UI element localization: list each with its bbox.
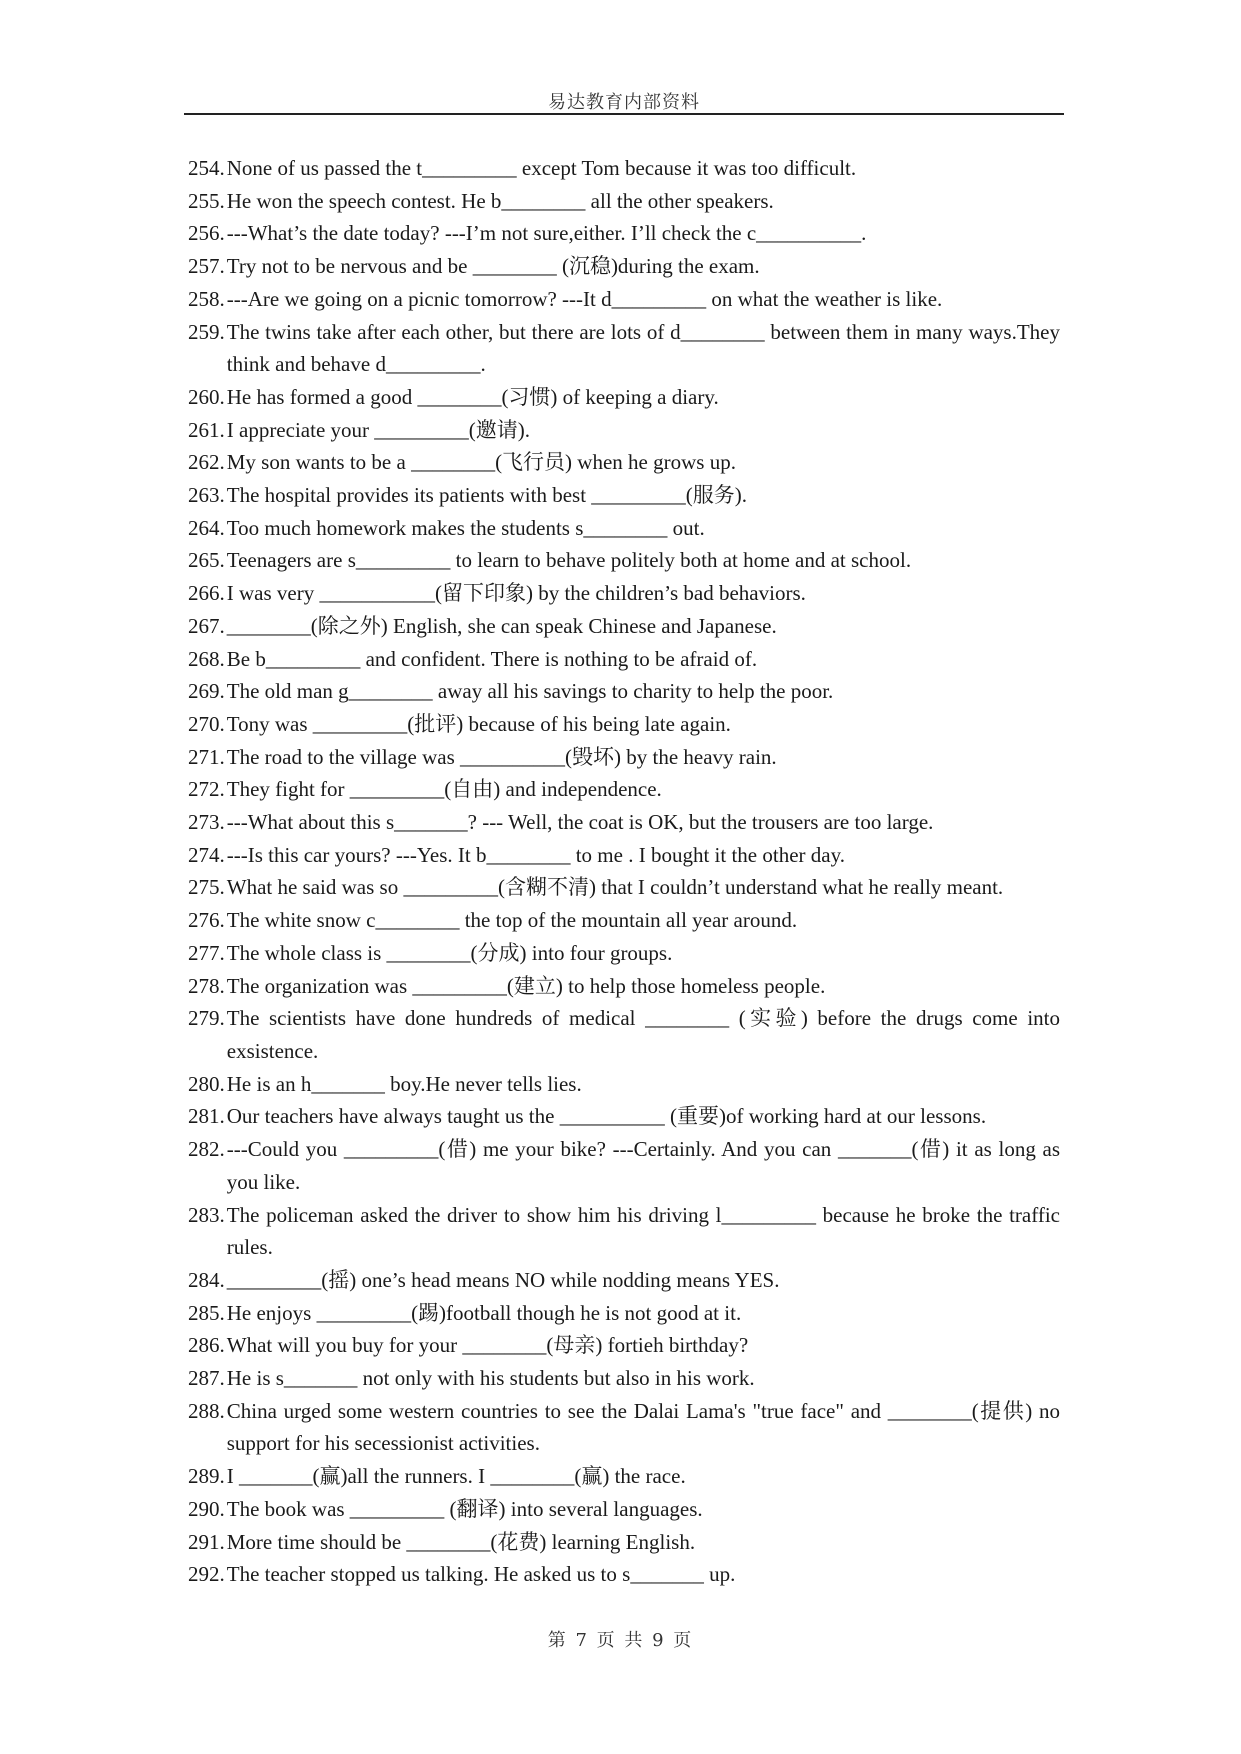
question-number: 265. [188,548,225,573]
question-text: ---What’s the date today? ---I’m not sure,either. I’ll check the c__________. [226,221,867,246]
question-text: ---What about this s_______? --- Well, the coat is OK, but the trousers are too large. [226,810,934,835]
question-text: The twins take after each other, but there are lots of d________ between them in many ways.They think and behave d_________. [226,319,1060,377]
question-item [188,1264,1060,1297]
question-item [188,904,1060,937]
question-text: The old man g________ away all his savings to charity to help the poor. [226,679,834,704]
question-item [188,381,1060,414]
question-text: More time should be ________(花费) learning English. [226,1529,696,1554]
question-item [188,1100,1060,1133]
question-text: My son wants to be a ________(飞行员) when he grows up. [226,450,736,475]
question-text: ---Could you _________(借) me your bike? ---Certainly. And you can _______(借) it as long as you like. [226,1137,1060,1194]
question-number: 291. [188,1529,225,1554]
question-text: They fight for _________(自由) and independence. [226,777,662,802]
question-number: 282. [188,1137,225,1162]
question-text: The organization was _________(建立) to help those homeless people. [226,973,826,998]
question-item [188,217,1060,250]
question-number: 272. [188,777,225,802]
question-item [188,1558,1060,1591]
question-text: The whole class is ________(分成) into four groups. [226,940,673,965]
question-item [188,185,1060,218]
question-number: 260. [188,384,225,409]
question-text: What will you buy for your ________(母亲) fortieh birthday? [226,1333,749,1358]
question-number: 288. [188,1398,225,1423]
question-number: 259. [188,319,225,344]
question-text: What he said was so _________(含糊不清) that I couldn’t understand what he really meant. [226,875,1004,900]
question-item [188,839,1060,872]
page-header-title: 易达教育内部资料 [548,92,700,113]
question-text: Be b_________ and confident. There is nothing to be afraid of. [226,646,758,671]
question-number: 289. [188,1464,225,1489]
question-text: Our teachers have always taught us the __________ (重要)of working hard at our lessons. [226,1104,987,1129]
question-item [188,1199,1060,1264]
question-item [188,1068,1060,1101]
question-number: 284. [188,1267,225,1292]
question-item [188,1329,1060,1362]
question-number: 270. [188,711,225,736]
question-item [188,152,1060,185]
question-number: 273. [188,810,225,835]
question-item [188,675,1060,708]
question-item [188,708,1060,741]
question-text: The hospital provides its patients with best _________(服务). [226,483,748,508]
question-number: 263. [188,483,225,508]
question-item [188,806,1060,839]
question-text: ________(除之外) English, she can speak Chinese and Japanese. [226,613,777,638]
question-item [188,512,1060,545]
question-item [188,446,1060,479]
question-item [188,1526,1060,1559]
question-number: 277. [188,940,225,965]
question-item [188,1002,1060,1067]
question-text: Try not to be nervous and be ________ (沉稳)during the exam. [226,254,760,279]
question-number: 258. [188,286,225,311]
question-item [188,937,1060,970]
question-number: 281. [188,1104,225,1129]
question-number: 286. [188,1333,225,1358]
question-text: He has formed a good ________(习惯) of keeping a diary. [226,384,719,409]
question-item [188,479,1060,512]
question-item [188,643,1060,676]
question-text: Teenagers are s_________ to learn to behave politely both at home and at school. [226,548,912,573]
question-text: He is s_______ not only with his students but also in his work. [226,1366,755,1391]
question-text: The teacher stopped us talking. He asked us to s_______ up. [226,1562,736,1587]
question-item [188,1460,1060,1493]
question-number: 274. [188,842,225,867]
question-number: 290. [188,1496,225,1521]
question-number: 279. [188,1006,225,1031]
header-divider [184,113,1064,115]
question-item [188,871,1060,904]
question-number: 276. [188,908,225,933]
question-text: I appreciate your _________(邀请). [226,417,530,442]
question-text: ---Are we going on a picnic tomorrow? ---It d_________ on what the weather is like. [226,286,943,311]
question-item [188,544,1060,577]
question-number: 264. [188,515,225,540]
question-number: 278. [188,973,225,998]
question-item [188,1133,1060,1198]
question-text: The white snow c________ the top of the mountain all year around. [226,908,798,933]
question-number: 292. [188,1562,225,1587]
question-number: 285. [188,1300,225,1325]
question-number: 287. [188,1366,225,1391]
question-item [188,773,1060,806]
question-item [188,283,1060,316]
question-text: None of us passed the t_________ except Tom because it was too difficult. [226,156,857,180]
question-item [188,741,1060,774]
question-number: 256. [188,221,225,246]
question-text: I was very ___________(留下印象) by the children’s bad behaviors. [226,581,806,606]
question-text: The policeman asked the driver to show him his driving l_________ because he broke the traffic rules. [226,1202,1060,1260]
question-text: He won the speech contest. He b________ all the other speakers. [226,188,774,213]
question-text: The road to the village was __________(毁坏) by the heavy rain. [226,744,777,769]
question-item [188,250,1060,283]
question-number: 262. [188,450,225,475]
question-item [188,1493,1060,1526]
page-footer-pagination: 第 7 页 共 9 页 [547,1630,694,1651]
question-number: 257. [188,254,225,279]
question-item [188,1362,1060,1395]
question-text: He enjoys _________(踢)football though he is not good at it. [226,1300,742,1325]
question-number: 283. [188,1202,225,1227]
question-text: _________(摇) one’s head means NO while nodding means YES. [226,1267,780,1292]
question-list [188,152,1060,1591]
question-text: He is an h_______ boy.He never tells lies. [226,1071,582,1096]
question-text: China urged some western countries to see the Dalai Lama's "true face" and ________(提供) no support for his secessionist activities. [226,1398,1060,1456]
question-item [188,1297,1060,1330]
question-item [188,610,1060,643]
question-text: ---Is this car yours? ---Yes. It b________ to me . I bought it the other day. [226,842,845,867]
question-number: 261. [188,417,225,442]
question-item [188,577,1060,610]
question-item [188,414,1060,447]
question-number: 255. [188,188,225,213]
question-item [188,316,1060,381]
question-number: 275. [188,875,225,900]
question-text: The book was _________ (翻译) into several languages. [226,1496,703,1521]
question-number: 267. [188,613,225,638]
question-text: Tony was _________(批评) because of his being late again. [226,711,731,736]
question-number: 271. [188,744,225,769]
question-item [188,1395,1060,1460]
question-text: I _______(赢)all the runners. I ________(赢) the race. [226,1464,686,1489]
question-number: 254. [188,156,225,180]
question-text: Too much homework makes the students s________ out. [226,515,705,540]
question-item [188,970,1060,1003]
question-number: 280. [188,1071,225,1096]
question-number: 266. [188,581,225,606]
question-number: 268. [188,646,225,671]
question-text: The scientists have done hundreds of medical ________ (实验) before the drugs come into exsistence. [226,1006,1060,1063]
question-number: 269. [188,679,225,704]
